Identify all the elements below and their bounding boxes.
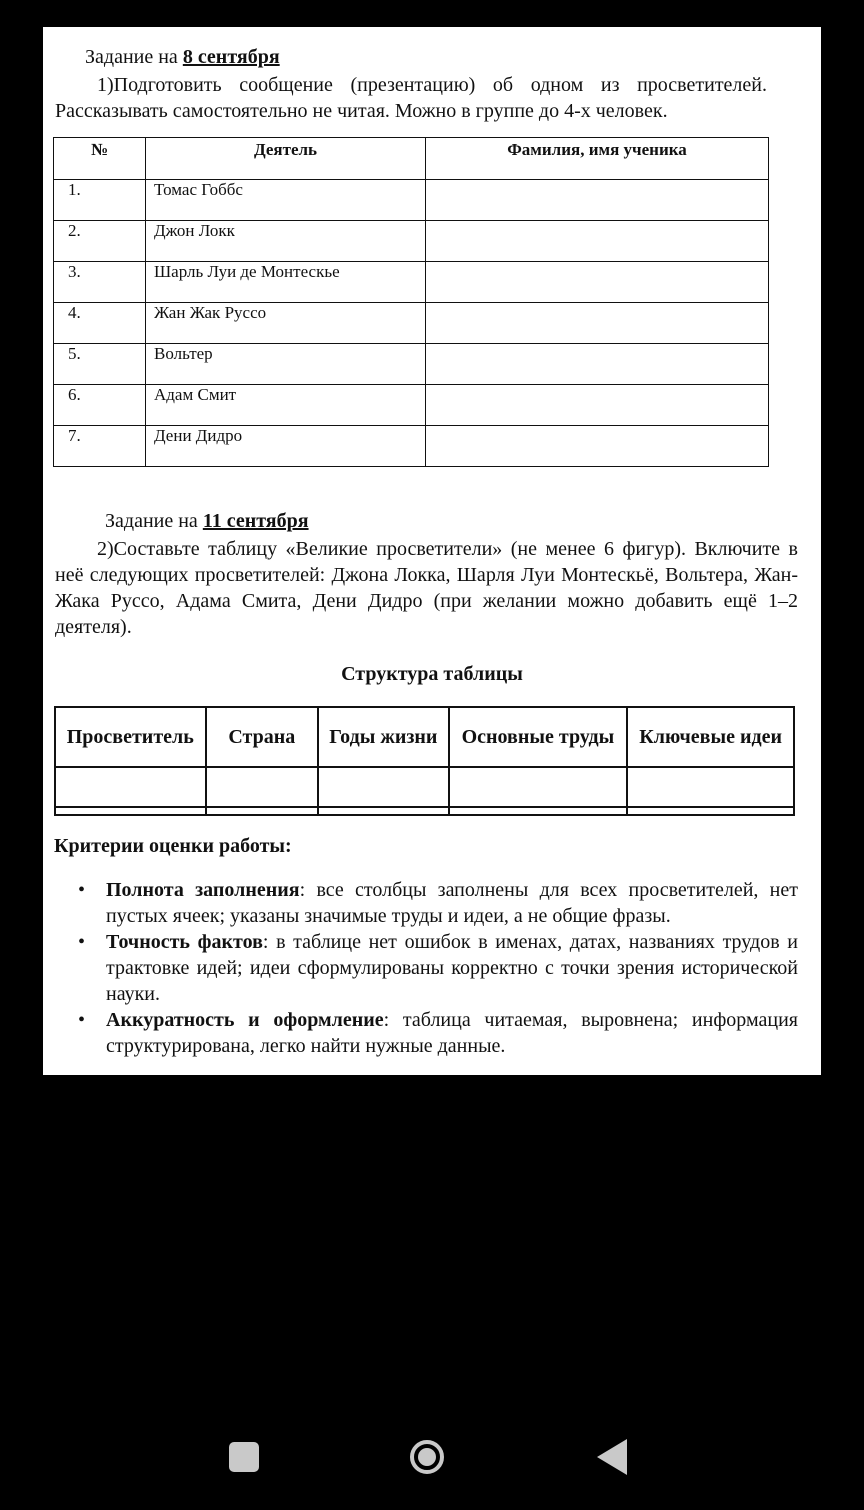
task2-instruction: 2)Составьте таблицу «Великие просветители» (не менее 6 фигур). Включите в неё следующих просветителей: Джона Локка, Шарля Луи Монтескьё, Вольтера, Жан-Жака Руссо, Адама Смита, Дени Дидро (при желании можно добавить ещё 1–2 деятеля). xyxy=(55,538,798,638)
table-row xyxy=(54,344,769,385)
bullet-icon: • xyxy=(78,1009,86,1031)
row-student-cell[interactable] xyxy=(426,385,769,426)
empty-cell[interactable] xyxy=(206,767,318,807)
table-row xyxy=(55,807,794,815)
task2-heading-date: 11 сентября xyxy=(202,510,309,532)
structure-title: Структура таблицы xyxy=(341,663,523,685)
col-enlightener: Просветитель xyxy=(55,707,206,767)
task1-table xyxy=(53,137,769,467)
row-figure: Джон Локк xyxy=(146,221,426,262)
bullet-icon: • xyxy=(78,879,86,901)
navigation-bar xyxy=(0,1400,864,1510)
row-student-cell[interactable] xyxy=(426,303,769,344)
table-row xyxy=(54,426,769,467)
row-num: 4. xyxy=(54,303,146,344)
row-num: 7. xyxy=(54,426,146,467)
criterion-text: : таблица читаемая, выровнена; информация структурирована, легко найти нужные данные. xyxy=(106,1009,798,1057)
empty-cell xyxy=(627,807,794,815)
task1-heading-date: 8 сентября xyxy=(182,46,280,68)
row-figure: Томас Гоббс xyxy=(146,180,426,221)
table-row xyxy=(54,221,769,262)
col-ideas: Ключевые идеи xyxy=(627,707,794,767)
col-works: Основные труды xyxy=(449,707,628,767)
row-figure: Дени Дидро xyxy=(146,426,426,467)
table-row xyxy=(54,303,769,344)
list-item xyxy=(78,929,798,1007)
row-figure: Адам Смит xyxy=(146,385,426,426)
empty-cell xyxy=(318,807,449,815)
criteria-title: Критерии оценки работы: xyxy=(54,835,292,857)
task1-heading-prefix: Задание на xyxy=(85,46,183,68)
home-button[interactable] xyxy=(405,1435,449,1479)
header-figure: Деятель xyxy=(146,138,426,180)
row-figure: Вольтер xyxy=(146,344,426,385)
structure-table xyxy=(54,706,795,816)
header-student: Фамилия, имя ученика xyxy=(426,138,769,180)
row-figure: Жан Жак Руссо xyxy=(146,303,426,344)
row-student-cell[interactable] xyxy=(426,180,769,221)
back-button[interactable] xyxy=(590,1435,634,1479)
table-row xyxy=(54,180,769,221)
table-row xyxy=(54,385,769,426)
row-student-cell[interactable] xyxy=(426,344,769,385)
table-row xyxy=(55,767,794,807)
empty-cell xyxy=(206,807,318,815)
structure-header-row xyxy=(55,707,794,767)
criterion-text: : в таблице нет ошибок в именах, датах, названиях трудов и трактовке идей; идеи сформулированы корректно с точки зрения исторической науки. xyxy=(106,931,798,1005)
row-num: 5. xyxy=(54,344,146,385)
row-num: 3. xyxy=(54,262,146,303)
task2-heading xyxy=(105,509,309,533)
row-student-cell[interactable] xyxy=(426,426,769,467)
task1-instruction: 1)Подготовить сообщение (презентацию) об одном из просветителей. Рассказывать самостоятельно не читая. Можно в группе до 4-х человек. xyxy=(55,74,767,122)
criterion-name: Полнота заполнения xyxy=(106,879,300,901)
header-num: № xyxy=(54,138,146,180)
list-item xyxy=(78,877,798,929)
row-num: 1. xyxy=(54,180,146,221)
empty-cell[interactable] xyxy=(627,767,794,807)
bullet-icon: • xyxy=(78,931,86,953)
table-header-row xyxy=(54,138,769,180)
table-row xyxy=(54,262,769,303)
recents-button[interactable] xyxy=(222,1435,266,1479)
empty-cell xyxy=(55,807,206,815)
row-student-cell[interactable] xyxy=(426,221,769,262)
criterion-name: Аккуратность и оформление xyxy=(106,1009,384,1031)
row-num: 2. xyxy=(54,221,146,262)
criteria-list xyxy=(78,877,798,1059)
row-figure: Шарль Луи де Монтескье xyxy=(146,262,426,303)
home-circle-icon xyxy=(410,1440,444,1474)
recents-square-icon xyxy=(229,1442,259,1472)
criterion-text: : все столбцы заполнены для всех просветителей, нет пустых ячеек; указаны значимые труды и идеи, а не общие фразы. xyxy=(106,879,798,927)
task1-heading xyxy=(85,45,280,69)
empty-cell[interactable] xyxy=(449,767,628,807)
col-country: Страна xyxy=(206,707,318,767)
criterion-name: Точность фактов xyxy=(106,931,263,953)
empty-cell[interactable] xyxy=(55,767,206,807)
row-num: 6. xyxy=(54,385,146,426)
row-student-cell[interactable] xyxy=(426,262,769,303)
col-years: Годы жизни xyxy=(318,707,449,767)
empty-cell xyxy=(449,807,628,815)
list-item xyxy=(78,1007,798,1059)
back-triangle-icon xyxy=(597,1439,627,1475)
empty-cell[interactable] xyxy=(318,767,449,807)
document-page xyxy=(43,27,821,1075)
task2-heading-prefix: Задание на xyxy=(105,510,203,532)
